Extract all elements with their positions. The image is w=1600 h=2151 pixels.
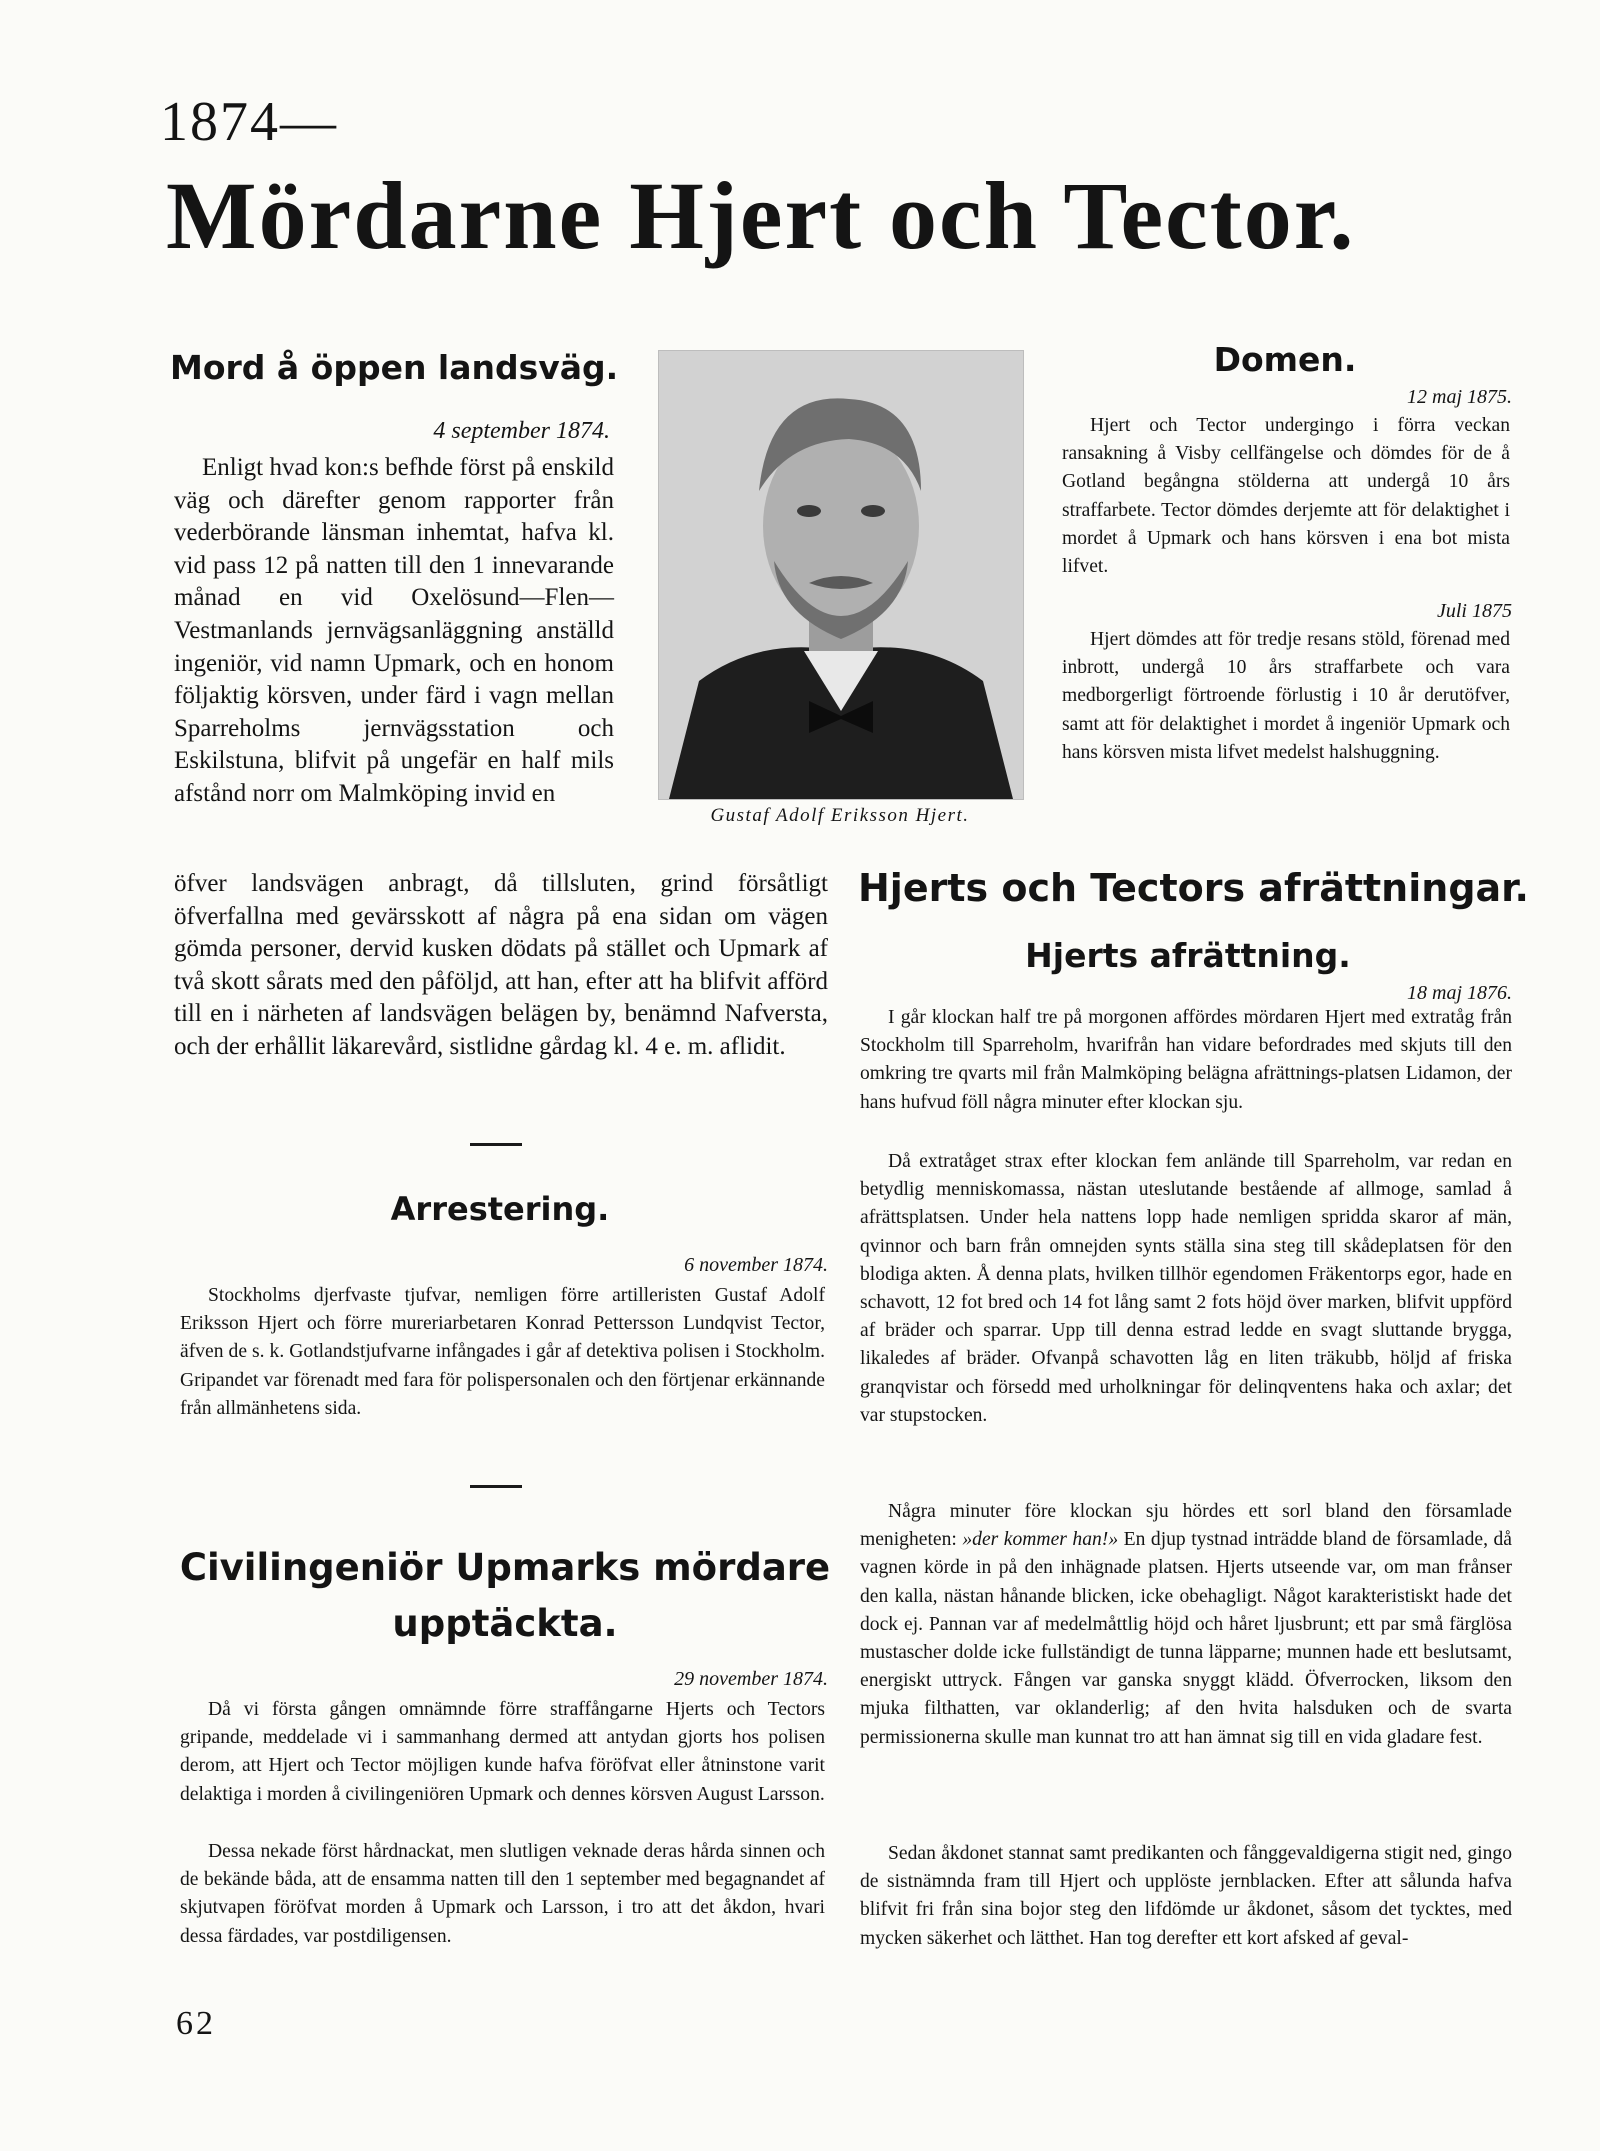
date-mord: 4 september 1874.	[433, 418, 610, 444]
article-text-afrattning-4: Sedan åkdonet stannat samt predikanten och fånggevaldigerna stigit ned, gingo de sistnämnda fram till Hjert och upplöste jernblacken. Efter att sålunda hafva blifvit fri från sina bojor steg den lifdömde ur åkdonet, såsom det tycktes, med mycken säkerhet och lätthet. Han tog derefter ett kort afsked af geval-	[860, 1843, 1512, 1949]
section-heading-afrattningar: Hjerts och Tectors afrättningar.	[858, 866, 1529, 910]
section-heading-mord: Mord å öppen landsväg.	[170, 348, 619, 387]
section-heading-civilingenior-line2: upptäckta.	[392, 1602, 618, 1645]
divider	[470, 1485, 522, 1488]
page-title: Mördarne Hjert och Tector.	[166, 162, 1356, 269]
date-civilingenior: 29 november 1874.	[674, 1668, 828, 1690]
section-heading-civilingenior-line1: Civilingeniör Upmarks mördare	[179, 1546, 831, 1589]
date-afrattning: 18 maj 1876.	[1407, 982, 1512, 1004]
article-text-domen-2: Hjert dömdes att för tredje resans stöld, förenad med inbrott, undergå 10 års straffarbete och vara medborgerligt förtroende förlustig i 10 år derutöfver, samt att för delaktighet i mordet å ingeniör Upmark och hans körsven mista lifvet medelst halshuggning.	[1062, 629, 1510, 763]
date-domen-2: Juli 1875	[1437, 600, 1512, 622]
page-number: 62	[176, 2005, 216, 2042]
date-arrestering: 6 november 1874.	[684, 1254, 828, 1276]
section-heading-civilingenior	[170, 1540, 840, 1652]
section-heading-domen: Domen.	[1213, 340, 1357, 379]
article-text-arrestering: Stockholms djerfvaste tjufvar, nemligen förre artilleristen Gustaf Adolf Eriksson Hjert och förre mureriarbetaren Konrad Pettersson Lundqvist Tector, äfven de s. k. Gotlandstjufvarne infångades i går af detektiva polisen i Stockholm. Gripandet var förenadt med fara för polispersonalen och den förtjenar erkännande från allmänhetens sida.	[180, 1285, 825, 1419]
article-text-afrattning-2: Då extratåget strax efter klockan fem anlände till Sparreholm, var redan en betydlig menniskomassa, nästan uteslutande bestående af allmoge, samlad å afrättsplatsen. Under hela nattens lopp hade nemligen spridda skaror af män, qvinnor och barn från omnejden synts ställa sina steg till skådeplatsen för den blodiga akten. Å denna plats, hvilken tillhör egendomen Fräkentorps egor, hade en schavott, 12 fot bred och 14 fot lång samt 2 fots höjd över marken, blifvit uppförd af bräder och sparrar. Upp till denna estrad ledde en svagt sluttande brygga, likaledes af bräder. Ofvanpå schavotten låg en liten träkubb, höljd af friska granqvistar och försedd med urholkningar för delinqventens haka och axlar; det var stupstocken.	[860, 1151, 1512, 1426]
article-text-civilingenior-1: Då vi första gången omnämnde förre straffångarne Hjerts och Tectors gripande, meddelade vi i sammanhang dermed att antydan gjorts hos polisen derom, att Hjert och Tector möjligen kunde hafva föröfvat eller åtninstone varit delaktiga i morden å civilingeniören Upmark och dennes körsven August Larsson.	[180, 1699, 825, 1805]
article-text-afrattning-3b: En djup tystnad inträdde bland de församlade, då vagnen körde in på den inhägnade platsen. Hjerts utseende var, om man frånser den kalla, nästan hånande blicken, icke obehagligt. Något karakteristiskt hade det dock ej. Pannan var af medelmåttlig höjd och håret ljusbrunt; ett par små färglösa mustascher dolde icke fullständigt de tunna läpparne; munnen hade ett beslutsamt, energiskt uttryck. Fången var ganska snyggt klädd. Öfverrocken, liksom den mjuka filthatten, var oklanderlig; af den hvita halsduken och de svarta permissionerna skulle man kunnat tro att han ämnat sig till en vida gladare fest.	[860, 1529, 1513, 1748]
date-domen-1: 12 maj 1875.	[1407, 386, 1512, 408]
article-text-mord-continued: öfver landsvägen anbragt, då tillsluten, grind försåtligt öfverfallna med gevärsskott af några på ena sidan om vägen gömda personer, dervid kusken dödats på stället och Upmark af två skott sårats med den påföljd, att han, efter att ha blifvit afförd till en i närheten af landsvägen belägen by, benämnd Nafversta, och der erhållit läkarevård, sistlidne gårdag kl. 4 e. m. aflidit.	[174, 870, 828, 1060]
article-text-afrattning-3	[860, 1498, 1512, 1752]
article-text-afrattning-1: I går klockan half tre på morgonen affördes mördaren Hjert med extratåg från Stockholm till Sparreholm, hvarifrån han vidare befordrades med skjuts till den omkring tre qvarts mil från Malmköping belägna afrättnings-platsen Lidamon, der hans hufvud föll några minuter efter klockan sju.	[860, 1007, 1512, 1113]
year-heading: 1874—	[160, 91, 338, 153]
article-text-domen-1: Hjert och Tector undergingo i förra veckan ransakning å Visby cellfängelse och dömdes för de å Gotland begångna stölderna att undergå 10 års straffarbete. Tector dömdes derjemte att för delaktighet i mordet å Upmark och hans körsven i ena bot mista lifvet.	[1062, 415, 1510, 578]
article-text-civilingenior-2: Dessa nekade först hårdnackat, men slutligen veknade deras hårda sinnen och de bekände båda, att de ensamma natten till den 1 september med begagnandet af skjutvapen föröfvat morden å Upmark och Larsson, i tro att det åkdon, hvari dessa färdades, var postdiligensen.	[180, 1841, 825, 1947]
photo-caption: Gustaf Adolf Eriksson Hjert.	[710, 805, 970, 826]
section-heading-arrestering: Arrestering.	[390, 1190, 610, 1228]
section-subheading-hjerts-afrattning: Hjerts afrättning.	[1025, 936, 1351, 975]
portrait-photo	[658, 350, 1024, 800]
article-text-mord: Enligt hvad kon:s befhde först på enskild väg och därefter genom rapporter från vederbörande länsman inhemtat, hafva kl. vid pass 12 på natten till den 1 innevarande månad en vid Oxelösund—Flen—Vestmanlands jernvägsanläggning anställd ingeniör, vid namn Upmark, och en honom följaktig körsven, under färd i vagn mellan Sparreholms jernvägsstation och Eskilstuna, blifvit på ungefär en half mils afstånd norr om Malmköping invid en	[174, 454, 614, 807]
article-text-afrattning-3a: Några minuter före klockan sju hördes ett sorl bland den församlade menigheten:	[860, 1501, 1512, 1551]
divider	[470, 1143, 522, 1146]
quote-der-kommer-han: »der kommer han!»	[962, 1529, 1119, 1551]
